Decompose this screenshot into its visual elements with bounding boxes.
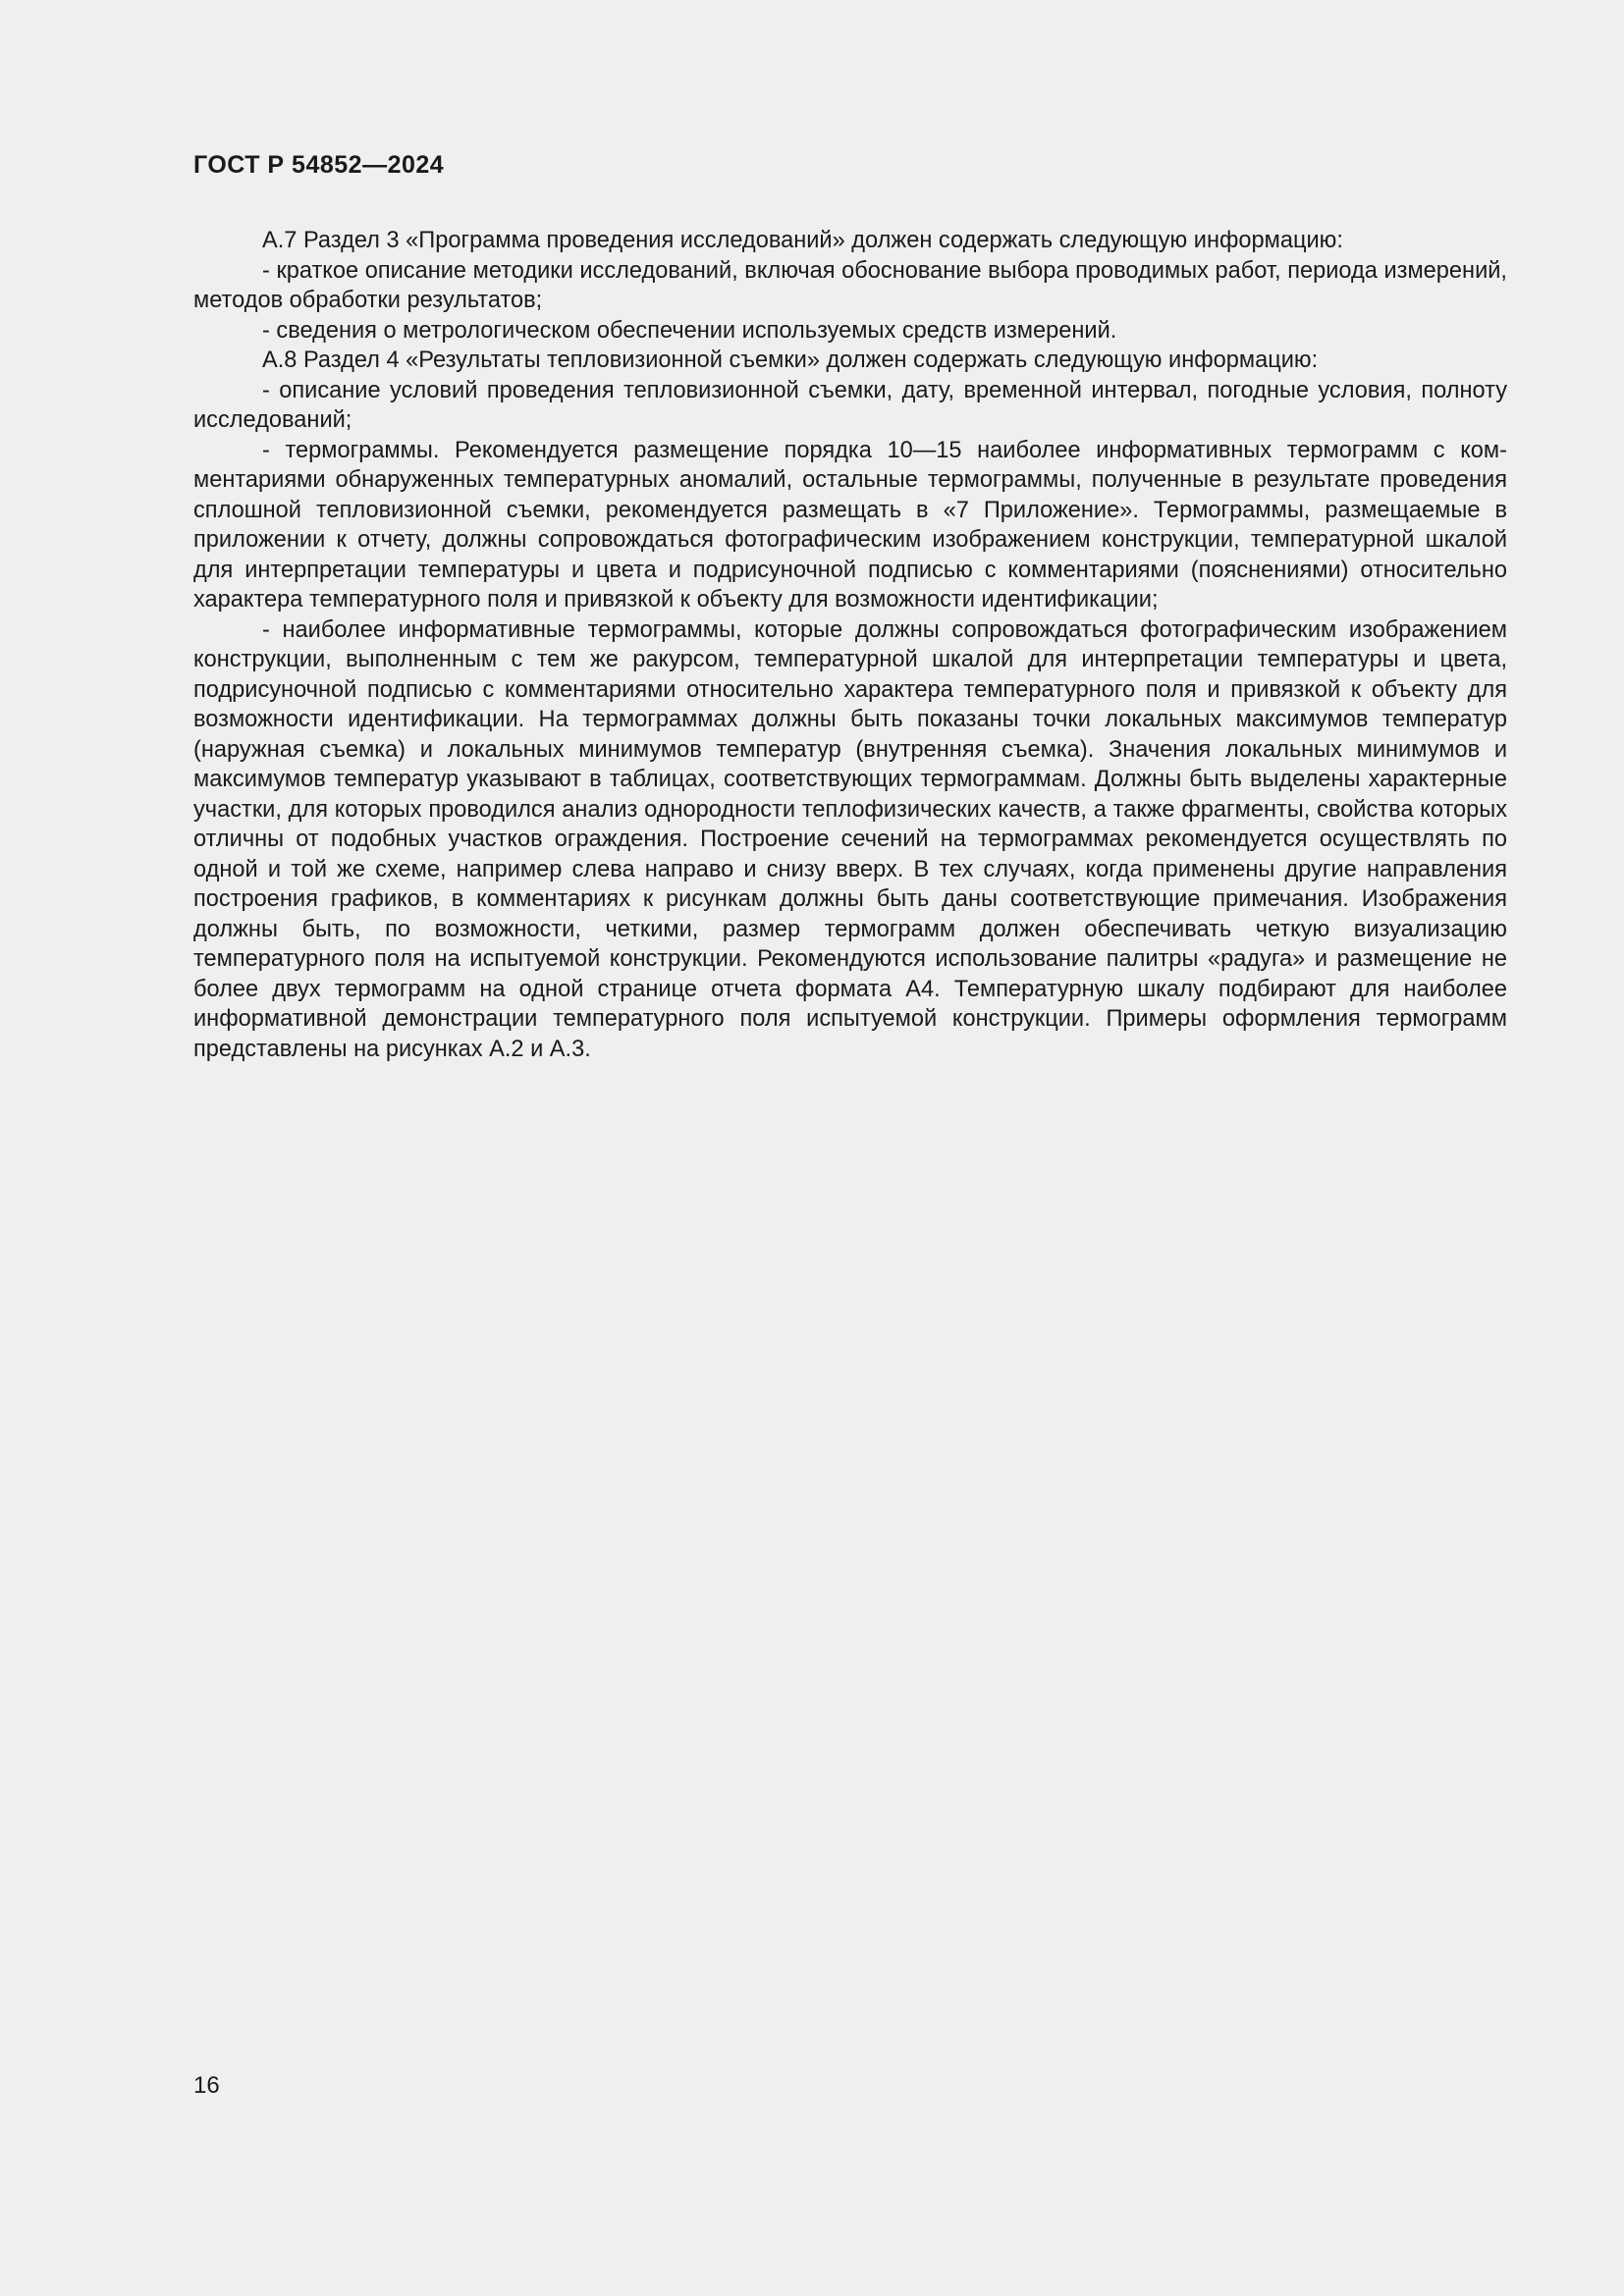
list-item-thermograms: - термограммы. Рекомендуется размещение порядка 10—15 наиболее информативных термограмм с комментариями обнаруженных температурных аномалий, остальные термограммы, полученные в результате проведения сплошной тепловизионной съемки, рекомендуется размещать в «7 Приложение». Термограммы, размещаемые в приложении к отчету, должны сопровождаться фотографическим изображением конструкции, температурной шкалой для интерпретации температуры и цвета и подрисуночной подписью с комментариями (пояснениями) относительно характера температурного поля и привязкой к объекту для возможности идентификации;: [193, 437, 1507, 613]
list-item-methodology: - краткое описание методики исследований, включая обоснование выбора проводимых работ, периода измерений, методов обработки результатов;: [193, 257, 1507, 313]
page-number: 16: [193, 2072, 220, 2099]
paragraph-a8: А.8 Раздел 4 «Результаты тепловизионной съемки» должен содержать следующую информацию:: [262, 347, 1319, 373]
paragraph-a7: А.7 Раздел 3 «Программа проведения исследований» должен содержать следующую информацию:: [262, 228, 1343, 253]
document-body: [193, 226, 1507, 1064]
list-item-informative-thermograms: - наиболее информативные термограммы, которые должны сопровождаться фотографическим изображением конструкции, выполненным с тем же ракурсом, температурной шкалой для интерпретации температуры и цвета, подрисуночной подписью с комментариями относительно характера температурного поля и привязкой к объекту для возможности идентификации. На термограммах должны быть показаны точки локальных максимумов температур (наружная съемка) и локальных минимумов температур (внутренняя съемка). Значения локальных минимумов и максимумов температур указывают в таблицах, соответствующих термограммам. Должны быть выделены характерные участки, для которых проводился анализ однородности теплофизических качеств, а также фрагменты, свойства которых отличны от подобных участков ограждения. Построение сечений на термограммах рекомендуется осуществлять по одной и той же схеме, например слева направо и снизу вверх. В тех случаях, когда применены другие направления построения графиков, в комментариях к рисункам должны быть даны соответствующие примечания. Изображения должны быть, по возможности, четкими, размер термограмм должен обеспечивать четкую визуализацию температурного поля на испытуемой конструкции. Рекомендуются использование палитры «радуга» и размещение не более двух термограмм на одной странице отчета формата А4. Температурную шкалу подбирают для наиболее информативной демонстрации температурного поля испытуемой конструкции. Примеры оформления термограмм представлены на рисунках А.2 и А.3.: [193, 616, 1507, 1062]
document-header: ГОСТ Р 54852—2024: [193, 151, 445, 179]
list-item-metrology: - сведения о метрологическом обеспечении используемых средств измерений.: [262, 317, 1117, 344]
list-item-conditions: - описание условий проведения тепловизионной съемки, дату, временной интервал, погодные условия, полноту исследований;: [193, 377, 1507, 433]
